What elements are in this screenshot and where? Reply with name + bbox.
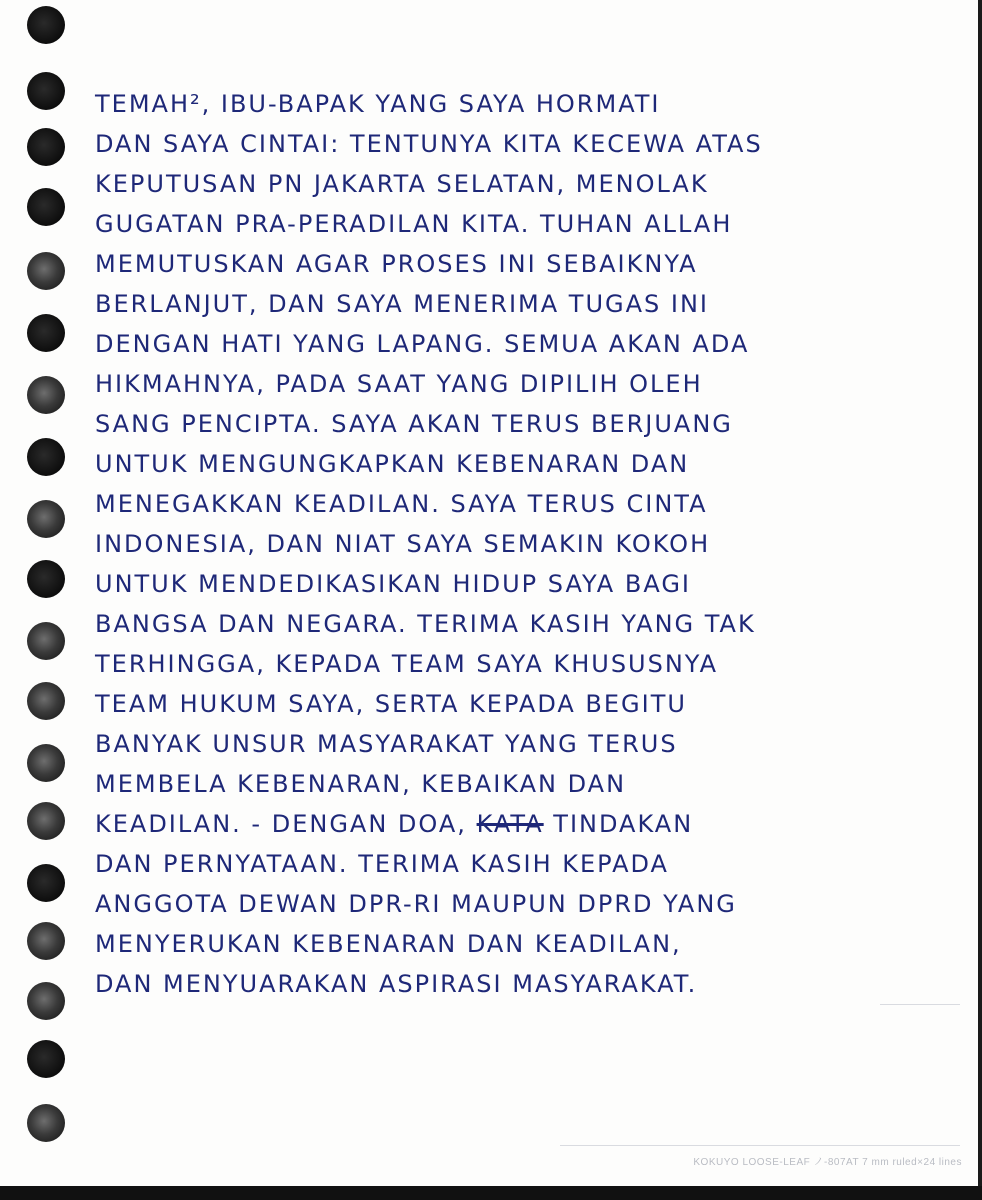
binder-hole: [27, 128, 65, 166]
letter-line: INDONESIA, DAN NIAT SAYA SEMAKIN KOKOH: [95, 530, 711, 558]
ruled-line: [880, 1004, 960, 1005]
letter-line: MEMUTUSKAN AGAR PROSES INI SEBAIKNYA: [95, 250, 698, 278]
paper-imprint: KOKUYO LOOSE-LEAF ノ-807AT 7 mm ruled×24 lines: [693, 1157, 962, 1168]
letter-line: BANYAK UNSUR MASYARAKAT YANG TERUS: [95, 730, 678, 758]
letter-line: UNTUK MENGUNGKAPKAN KEBENARAN DAN: [95, 450, 690, 478]
letter-line: BANGSA DAN NEGARA. TERIMA KASIH YANG TAK: [95, 610, 756, 638]
letter-line: TERHINGGA, KEPADA TEAM SAYA KHUSUSNYA: [95, 650, 719, 678]
letter-line: DAN SAYA CINTAI: TENTUNYA KITA KECEWA ATAS: [95, 130, 763, 158]
binder-hole: [27, 188, 65, 226]
letter-line: MENYERUKAN KEBENARAN DAN KEADILAN,: [95, 930, 682, 958]
letter-line-with-correction: [95, 804, 955, 844]
binder-hole: [27, 744, 65, 782]
binder-hole: [27, 252, 65, 290]
letter-line: SANG PENCIPTA. SAYA AKAN TERUS BERJUANG: [95, 410, 733, 438]
scan-edge-right: [978, 0, 982, 1200]
binder-hole: [27, 682, 65, 720]
binder-hole: [27, 1040, 65, 1078]
scan-edge-bottom: [0, 1186, 982, 1200]
binder-hole: [27, 6, 65, 44]
binder-hole: [27, 72, 65, 110]
letter-line: UNTUK MENDEDIKASIKAN HIDUP SAYA BAGI: [95, 570, 691, 598]
letter-line: GUGATAN PRA-PERADILAN KITA. TUHAN ALLAH: [95, 210, 733, 238]
letter-line: HIKMAHNYA, PADA SAAT YANG DIPILIH OLEH: [95, 370, 703, 398]
binder-hole: [27, 1104, 65, 1142]
letter-line: TEMAH², IBU-BAPAK YANG SAYA HORMATI: [95, 90, 661, 118]
letter-line: KEPUTUSAN PN JAKARTA SELATAN, MENOLAK: [95, 170, 709, 198]
letter-line: BERLANJUT, DAN SAYA MENERIMA TUGAS INI: [95, 290, 710, 318]
letter-line: MEMBELA KEBENARAN, KEBAIKAN DAN: [95, 770, 627, 798]
handwritten-letter: [95, 84, 955, 1004]
binder-hole: [27, 500, 65, 538]
binder-hole: [27, 922, 65, 960]
letter-segment: TINDAKAN: [553, 810, 694, 838]
binder-hole: [27, 802, 65, 840]
binder-hole: [27, 376, 65, 414]
binder-hole: [27, 982, 65, 1020]
letter-line: DAN PERNYATAAN. TERIMA KASIH KEPADA: [95, 850, 669, 878]
letter-line: DENGAN HATI YANG LAPANG. SEMUA AKAN ADA: [95, 330, 750, 358]
binder-hole: [27, 438, 65, 476]
binder-hole: [27, 560, 65, 598]
letter-segment: KEADILAN. - DENGAN DOA,: [95, 810, 467, 838]
binder-hole: [27, 622, 65, 660]
binder-hole: [27, 864, 65, 902]
letter-line: TEAM HUKUM SAYA, SERTA KEPADA BEGITU: [95, 690, 687, 718]
struck-word: KATA: [476, 810, 544, 838]
binder-hole: [27, 314, 65, 352]
letter-line: ANGGOTA DEWAN DPR-RI MAUPUN DPRD YANG: [95, 890, 737, 918]
footer-rule: [560, 1145, 960, 1146]
letter-line: MENEGAKKAN KEADILAN. SAYA TERUS CINTA: [95, 490, 708, 518]
letter-line: DAN MENYUARAKAN ASPIRASI MASYARAKAT.: [95, 970, 698, 998]
